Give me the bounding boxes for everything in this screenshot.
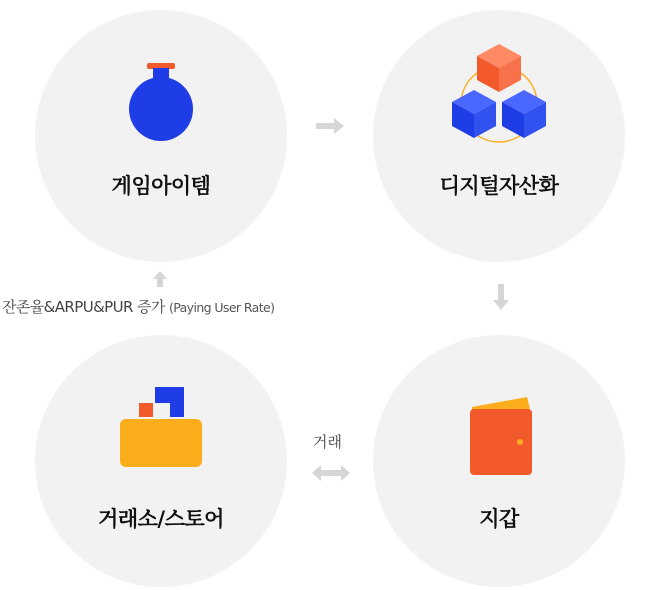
node-digital-asset [373,10,625,262]
node-label: 디지털자산화 [439,174,559,198]
cube-cluster-icon [447,42,551,146]
arrow-down-icon [492,282,510,312]
node-game-item [35,10,287,262]
arrow-both-icon [311,464,351,482]
wallet-icon [464,395,534,485]
retention-sub-text: (Paying User Rate) [168,300,275,315]
node-exchange-store [35,335,287,587]
arrow-up-icon [152,270,168,288]
node-label: 게임아이템 [111,174,211,198]
retention-label [2,296,274,317]
node-label: 거래소/스토어 [98,507,224,531]
arrow-right-icon [314,117,346,135]
retention-main-text: 잔존율&ARPU&PUR 증가 [2,298,165,316]
node-label: 지갑 [479,507,519,531]
potion-flask-icon [126,62,196,142]
trade-label: 거래 [313,433,342,451]
folder-blocks-icon [118,385,204,469]
node-wallet [373,335,625,587]
